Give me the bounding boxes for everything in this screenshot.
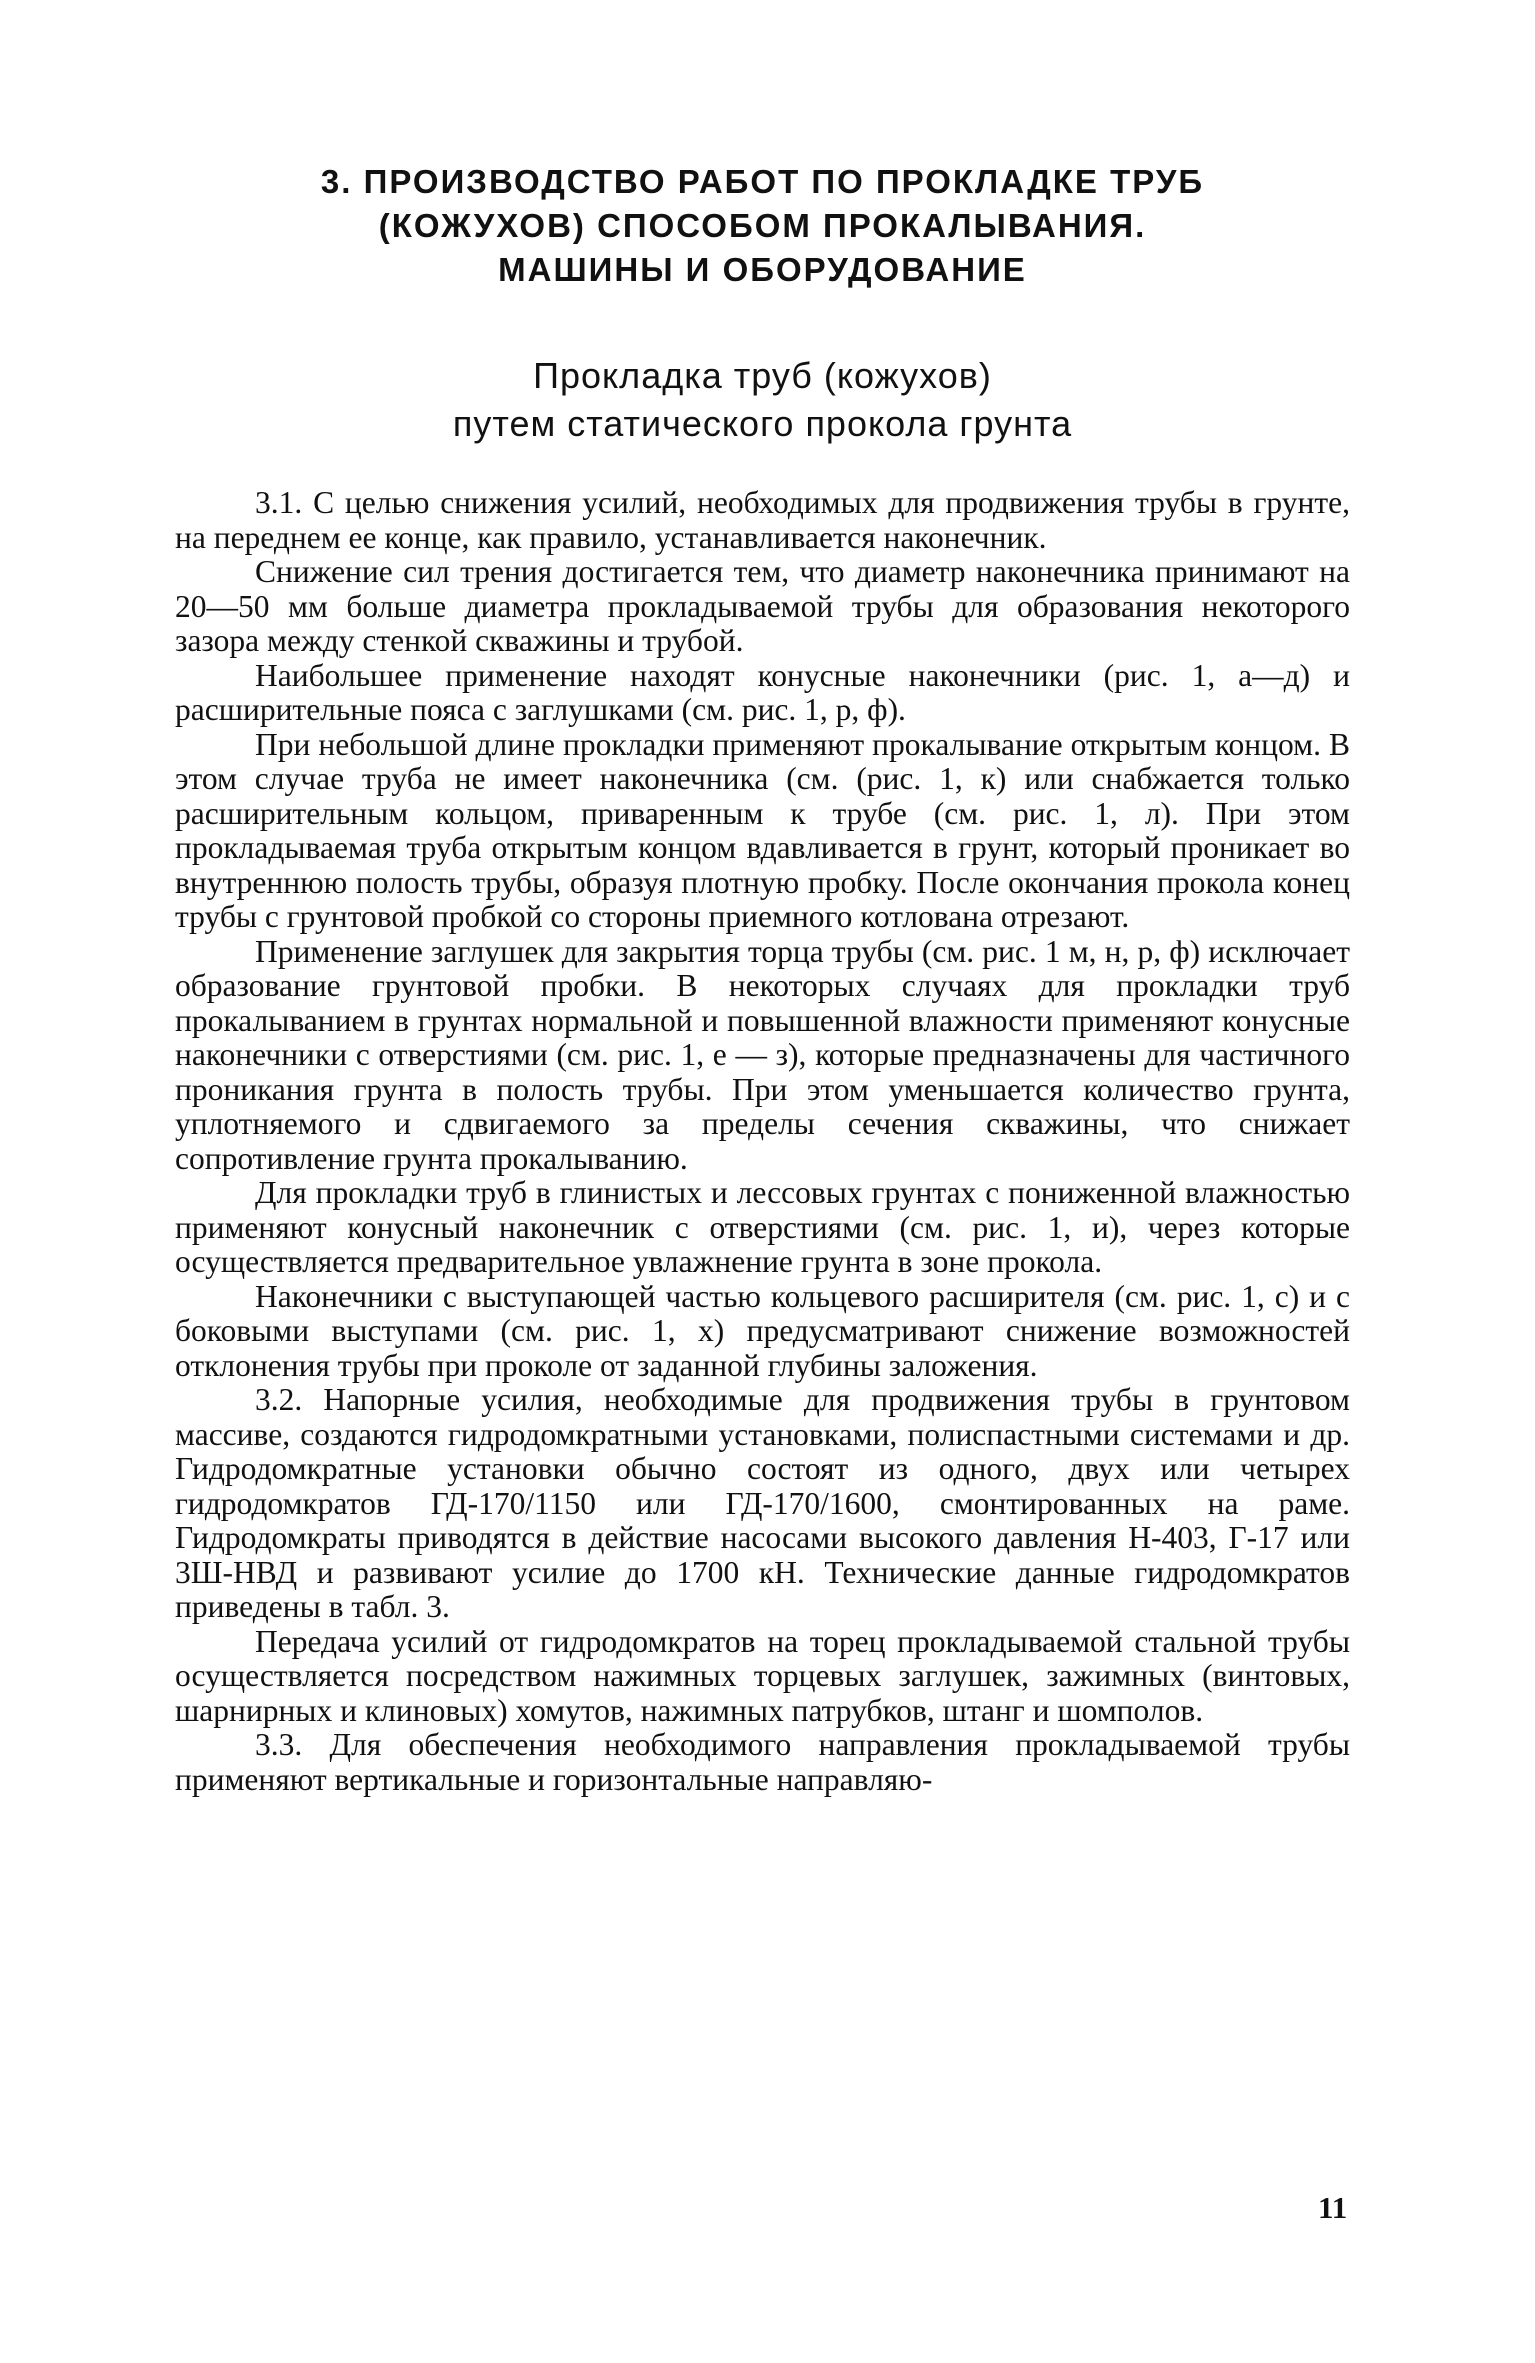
- paragraph-3-2: 3.2. Напорные усилия, необходимые для продвижения трубы в грунтовом массиве, создаются гидродомкратными установками, полиспастными системами и др. Гидродомкратные установки обычно состоят из одного, двух или четырех гидродомкратов ГД-170/1150 или ГД-170/1600, смонтированных на раме. Гидродомкраты приводятся в действие насосами высокого давления Н-403, Г-17 или 3Ш-НВД и развивают усилие до 1700 кН. Технические данные гидродомкратов приведены в табл. 3.: [175, 1382, 1350, 1624]
- page-number: 11: [1318, 2190, 1348, 2225]
- paragraph-clay-soils: Для прокладки труб в глинистых и лессовых грунтах с пониженной влажностью применяют конусный наконечник с отверстиями (см. рис. 1, и), через которые осуществляется предварительное увлажнение грунта в зоне прокола.: [175, 1175, 1350, 1279]
- paragraph-cone-tips: Наибольшее применение находят конусные наконечники (рис. 1, а—д) и расширительные пояса с заглушками (см. рис. 1, р, ф).: [175, 657, 1350, 727]
- section-title-line-2: путем статического прокола грунта: [452, 403, 1073, 444]
- body-text: [175, 486, 1350, 1797]
- paragraph-force-transfer: Передача усилий от гидродомкратов на торец прокладываемой стальной трубы осуществляется посредством нажимных торцевых заглушек, зажимных (винтовых, шарнирных и клиновых) хомутов, нажимных патрубков, штанг и шомполов.: [175, 1623, 1350, 1728]
- paragraph-plugs: Применение заглушек для закрытия торца трубы (см. рис. 1 м, н, р, ф) исключает образование грунтовой пробки. В некоторых случаях для прокладки труб прокалыванием в грунтах нормальной и повышенной влажности применяют конусные наконечники с отверстиями (см. рис. 1, е — з), которые предназначены для частичного проникания грунта в полость трубы. При этом уменьшается количество грунта, уплотняемого и сдвигаемого за пределы сечения скважины, что снижает сопротивление грунта прокалыванию.: [175, 933, 1350, 1176]
- section-title-line-1: Прокладка труб (кожухов): [533, 355, 992, 396]
- paragraph-expander-tips: Наконечники с выступающей частью кольцевого расширителя (см. рис. 1, с) и с боковыми выступами (см. рис. 1, х) предусматривают снижение возможностей отклонения трубы при проколе от заданной глубины заложения.: [175, 1278, 1350, 1383]
- paragraph-3-3: 3.3. Для обеспечения необходимого направления прокладываемой трубы применяют вертикальные и горизонтальные направляю-: [175, 1727, 1350, 1797]
- paragraph-3-1: 3.1. С целью снижения усилий, необходимых для продвижения трубы в грунте, на переднем ее конце, как правило, устанавливается наконечник.: [175, 485, 1350, 555]
- paragraph-friction: Снижение сил трения достигается тем, что диаметр наконечника принимают на 20—50 мм больше диаметра прокладываемой трубы для образования некоторого зазора между стенкой скважины и трубой.: [175, 554, 1350, 658]
- chapter-title: [175, 160, 1350, 292]
- paragraph-open-end: При небольшой длине прокладки применяют прокалывание открытым концом. В этом случае труба не имеет наконечника (см. (рис. 1, к) или снабжается только расширительным кольцом, приваренным к трубе (см. рис. 1, л). При этом прокладываемая труба открытым концом вдавливается в грунт, который проникает во внутреннюю полость трубы, образуя плотную пробку. После окончания прокола конец трубы с грунтовой пробкой со стороны приемного котлована отрезают.: [175, 726, 1350, 934]
- section-title: [175, 352, 1350, 448]
- document-page: [175, 160, 1350, 1797]
- chapter-title-line-1: 3. ПРОИЗВОДСТВО РАБОТ ПО ПРОКЛАДКЕ ТРУБ: [320, 163, 1205, 200]
- chapter-title-line-2: (КОЖУХОВ) СПОСОБОМ ПРОКАЛЫВАНИЯ.: [378, 207, 1147, 244]
- chapter-title-line-3: МАШИНЫ И ОБОРУДОВАНИЕ: [498, 251, 1027, 288]
